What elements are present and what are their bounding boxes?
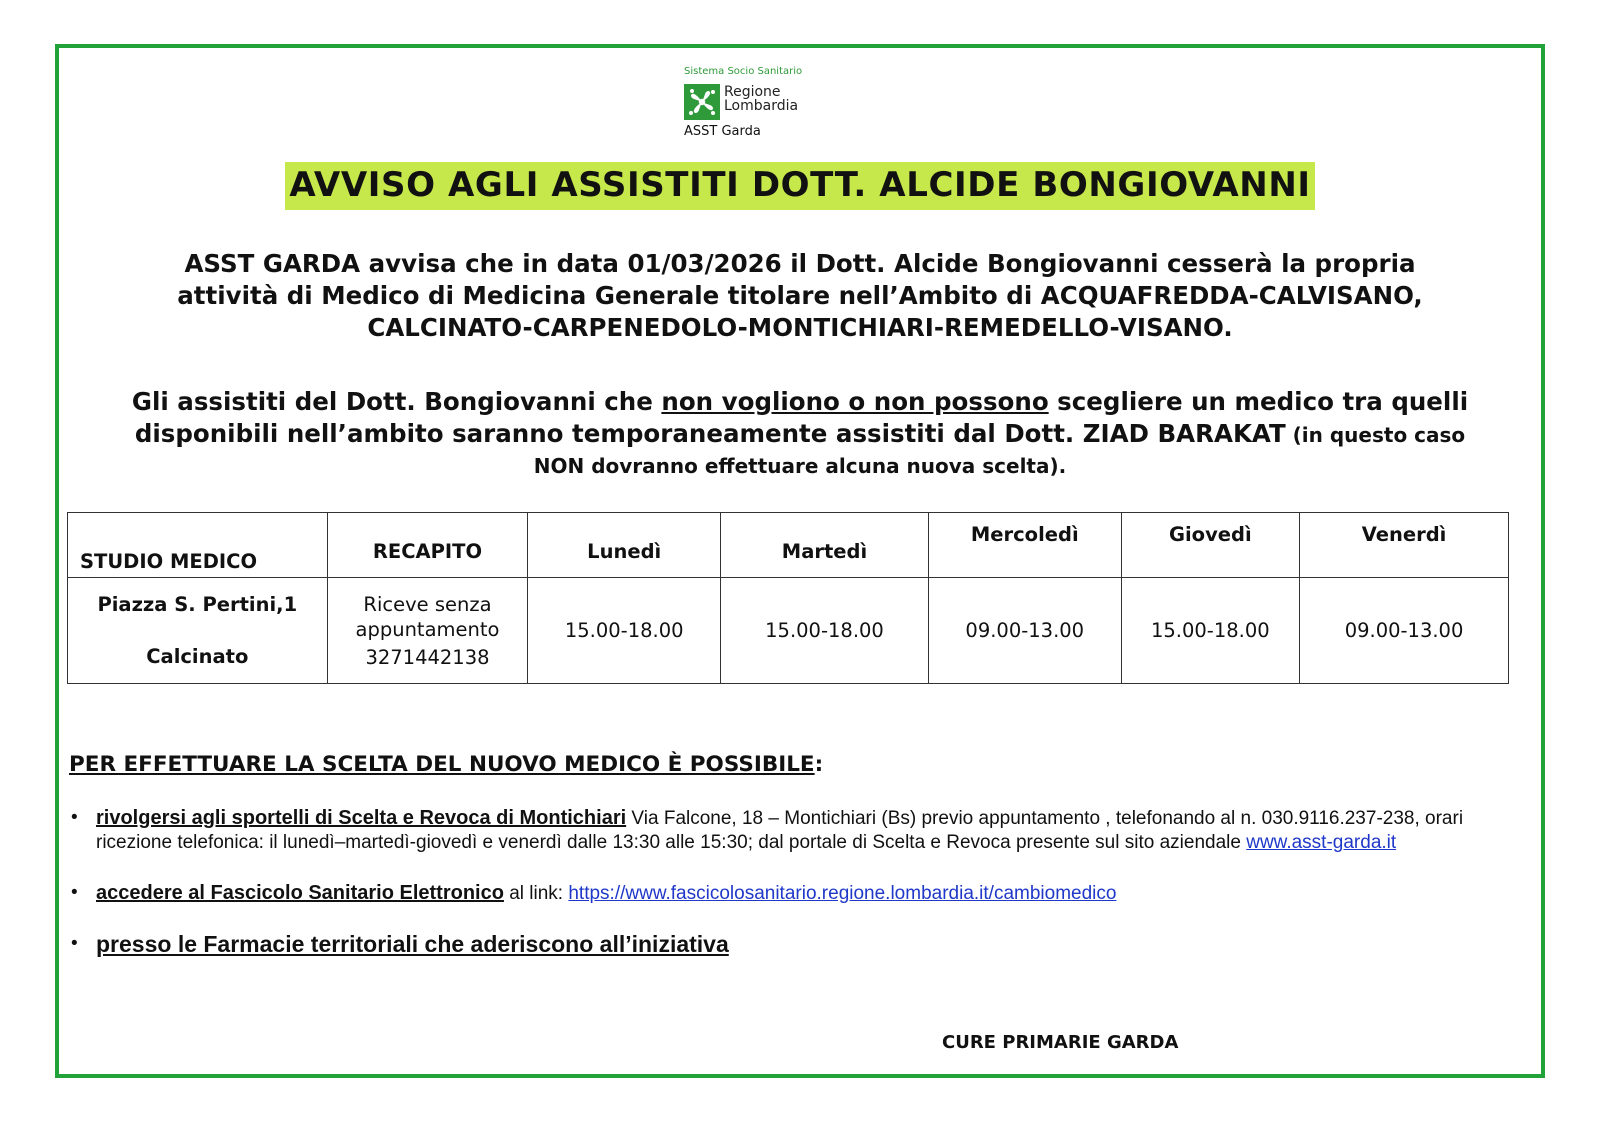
cell-hours-lunedi: 15.00-18.00 (528, 578, 721, 684)
rosa-camuna-icon (684, 84, 720, 120)
header-martedi: Martedì (721, 513, 929, 578)
contact-line1: Riceve senza (363, 592, 492, 616)
address-line1: Piazza S. Pertini,1 (97, 592, 298, 616)
header-lunedi: Lunedì (528, 513, 721, 578)
cell-contact (327, 578, 528, 684)
notice-line1: ASST GARDA avvisa che in data 01/03/2026 il Dott. Alcide Bongiovanni cesserà la propria (184, 249, 1416, 278)
cell-hours-mercoledi: 09.00-13.00 (928, 578, 1121, 684)
table-row (68, 578, 1509, 684)
fascicolo-link[interactable]: https://www.fascicolosanitario.regione.lombardia.it/cambiomedico (568, 883, 1117, 904)
address-line2: Calcinato (146, 644, 249, 668)
logo-org-text: ASST Garda (684, 124, 761, 139)
assisted-line2-small: (in questo caso (1285, 423, 1466, 447)
assisted-underlined: non vogliono o non possono (661, 387, 1049, 416)
cell-hours-martedi: 15.00-18.00 (721, 578, 929, 684)
schedule-table (67, 512, 1509, 684)
header-venerdi: Venerdì (1300, 513, 1509, 578)
assisted-post: scegliere un medico tra quelli (1048, 387, 1469, 416)
bullet1-text: Via Falcone, 18 – Montichiari (Bs) previo appuntamento , telefonando al n. 030.9116.237-238, orari ricezione telefonica: il lunedì–martedì-giovedì e venerdì dalle 13:30 alle 15:30; dal portale di Scelta e Revoca presente sul sito aziendale (96, 808, 1464, 853)
logo-system-text: Sistema Socio Sanitario (684, 66, 803, 77)
bullet-icon: • (71, 882, 78, 903)
list-item (69, 881, 1469, 906)
regione-lombardia-logo (684, 66, 824, 140)
choose-heading (69, 752, 823, 777)
bullet3-bold: presso le Farmacie territoriali che aderiscono all’iniziativa (96, 931, 729, 957)
assisted-pre: Gli assistiti del Dott. Bongiovanni che (131, 387, 662, 416)
notice-paragraph (90, 248, 1510, 344)
header-recapito: RECAPITO (327, 513, 528, 578)
header-studio: STUDIO MEDICO (68, 513, 328, 578)
assisted-paragraph (70, 386, 1530, 481)
cell-hours-venerdi: 09.00-13.00 (1300, 578, 1509, 684)
logo-region-text (724, 85, 798, 113)
assisted-line2 (70, 418, 1530, 451)
choose-colon: : (814, 752, 824, 777)
logo-region-line1: Regione (724, 84, 781, 100)
footer-signature: CURE PRIMARIE GARDA (942, 1032, 1179, 1053)
bullet2-text: al link: (503, 883, 569, 904)
list-item (69, 806, 1469, 855)
contact-line2: appuntamento (355, 617, 500, 641)
bullet-icon: • (71, 807, 78, 828)
choose-title-text: PER EFFETTUARE LA SCELTA DEL NUOVO MEDICO È POSSIBILE (69, 752, 815, 777)
bullet-icon: • (71, 933, 78, 954)
notice-line3: CALCINATO-CARPENEDOLO-MONTICHIARI-REMEDELLO-VISANO. (367, 313, 1233, 342)
bullet2-bold: accedere al Fascicolo Sanitario Elettronico (96, 882, 504, 904)
bullet1-bold: rivolgersi agli sportelli di Scelta e Revoca di Montichiari (96, 807, 627, 829)
notice-title: AVVISO AGLI ASSISTITI DOTT. ALCIDE BONGIOVANNI (285, 162, 1314, 210)
header-mercoledi: Mercoledì (928, 513, 1121, 578)
asst-garda-link[interactable]: www.asst-garda.it (1246, 832, 1397, 853)
table-header-row (68, 513, 1509, 578)
logo-region-line2: Lombardia (724, 98, 799, 114)
options-list (69, 806, 1469, 985)
notice-line2: attività di Medico di Medicina Generale titolare nell’Ambito di ACQUAFREDDA-CALVISANO, (177, 281, 1423, 310)
title-wrap (0, 162, 1600, 210)
contact-phone: 3271442138 (365, 645, 490, 669)
assisted-line3: NON dovranno effettuare alcuna nuova scelta). (533, 454, 1067, 478)
list-item (69, 932, 1469, 959)
cell-address (68, 578, 328, 684)
assisted-line1 (70, 386, 1530, 418)
assisted-line2-text: disponibili nell’ambito saranno temporaneamente assistiti dal Dott. ZIAD BARAKAT (134, 419, 1286, 448)
cell-hours-giovedi: 15.00-18.00 (1121, 578, 1299, 684)
header-giovedi: Giovedì (1121, 513, 1299, 578)
